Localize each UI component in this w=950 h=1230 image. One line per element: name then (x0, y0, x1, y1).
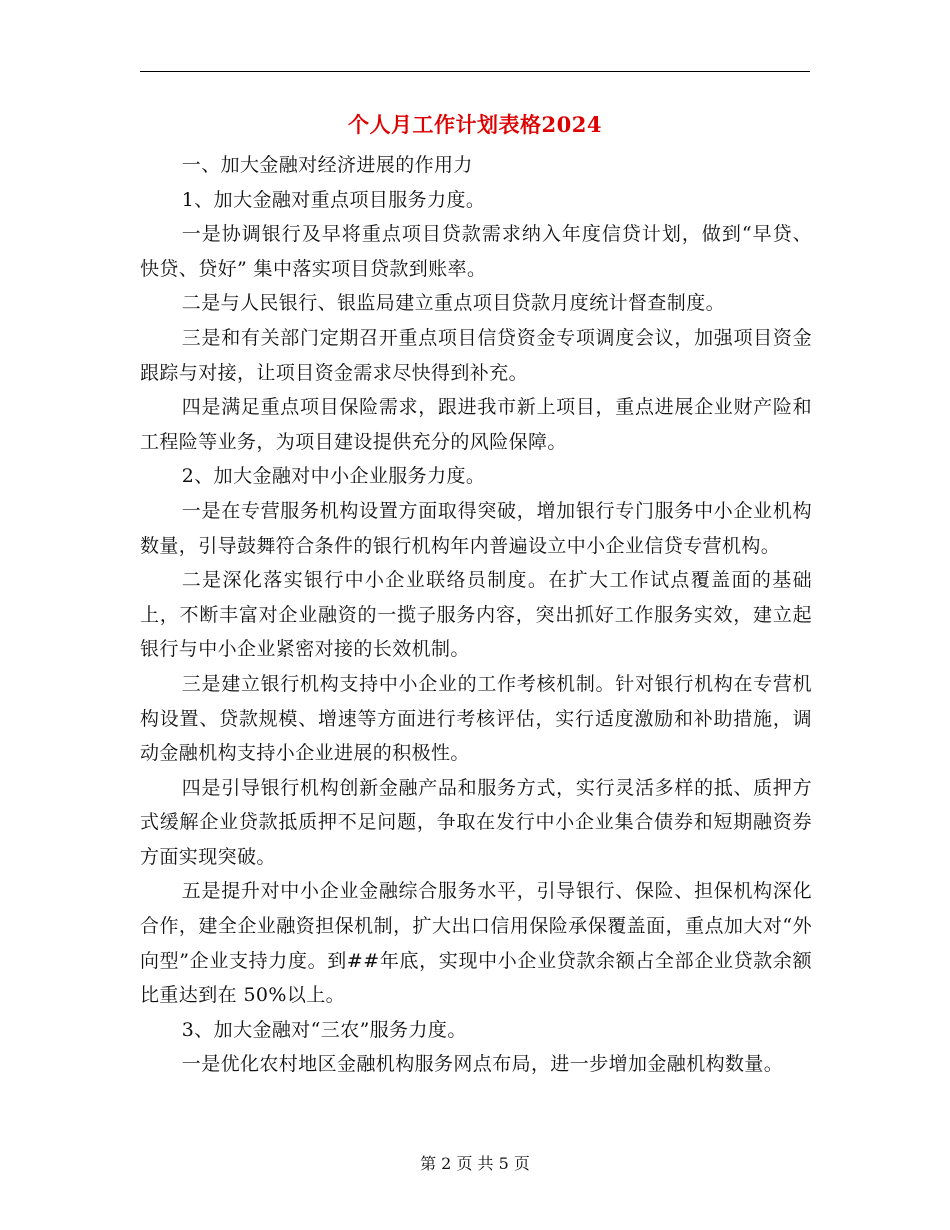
header-rule (140, 71, 810, 72)
section-heading-1: 一、加大金融对经济进展的作用力 (181, 154, 473, 176)
body-paragraph: 二是深化落实银行中小企业联络员制度。在扩大工作试点覆盖面的基础上，不断丰富对企业融资的一揽子服务内容，突出抓好工作服务实效，建立起银行与中小企业紧密对接的长效机制。 (140, 569, 812, 661)
body-paragraph: 三是建立银行机构支持中小企业的工作考核机制。针对银行机构在专营机构设置、贷款规模、增速等方面进行考核评估，实行适度激励和补助措施，调动金融机构支持小企业进展的积极性。 (140, 672, 812, 765)
document-body (140, 148, 812, 1082)
body-paragraph: 一是在专营服务机构设置方面取得突破，增加银行专门服务中小企业机构数量，引导鼓舞符合条件的银行机构年内普遍设立中小企业信贷专营机构。 (140, 499, 812, 557)
document-title: 个人月工作计划表格2024 (348, 112, 602, 137)
body-paragraph: 二是与人民银行、银监局建立重点项目贷款月度统计督查制度。 (181, 292, 725, 315)
body-paragraph: 一是优化农村地区金融机构服务网点布局，进一步增加金融机构数量。 (181, 1053, 784, 1076)
body-paragraph: 五是提升对中小企业金融综合服务水平，引导银行、保险、担保机构深化合作，建全企业融资担保机制，扩大出口信用保险承保覆盖面，重点加大对“外向型”企业支持力度。到##年底，实现中小企业贷款余额占全部企业贷款余额比重达到在 50%以上。 (140, 880, 812, 1007)
body-paragraph: 四是满足重点项目保险需求，跟进我市新上项目，重点进展企业财产险和工程险等业务，为项目建设提供充分的风险保障。 (140, 396, 812, 453)
body-paragraph: 三是和有关部门定期召开重点项目信贷资金专项调度会议，加强项目资金跟踪与对接，让项目资金需求尽快得到补充。 (140, 326, 812, 384)
subsection-heading-2: 2、加大金融对中小企业服务力度。 (181, 465, 486, 488)
page-number: 第 2 页 共 5 页 (420, 1154, 530, 1173)
body-paragraph: 一是协调银行及早将重点项目贷款需求纳入年度信贷计划，做到“早贷、快贷、贷好” 集中落实项目贷款到账率。 (140, 223, 812, 280)
subsection-heading-3: 3、加大金融对“三农”服务力度。 (181, 1018, 467, 1041)
subsection-heading-1: 1、加大金融对重点项目服务力度。 (181, 188, 486, 211)
body-paragraph: 四是引导银行机构创新金融产品和服务方式，实行灵活多样的抵、质押方式缓解企业贷款抵质押不足问题，争取在发行中小企业集合债券和短期融资券方面实现突破。 (140, 776, 812, 868)
